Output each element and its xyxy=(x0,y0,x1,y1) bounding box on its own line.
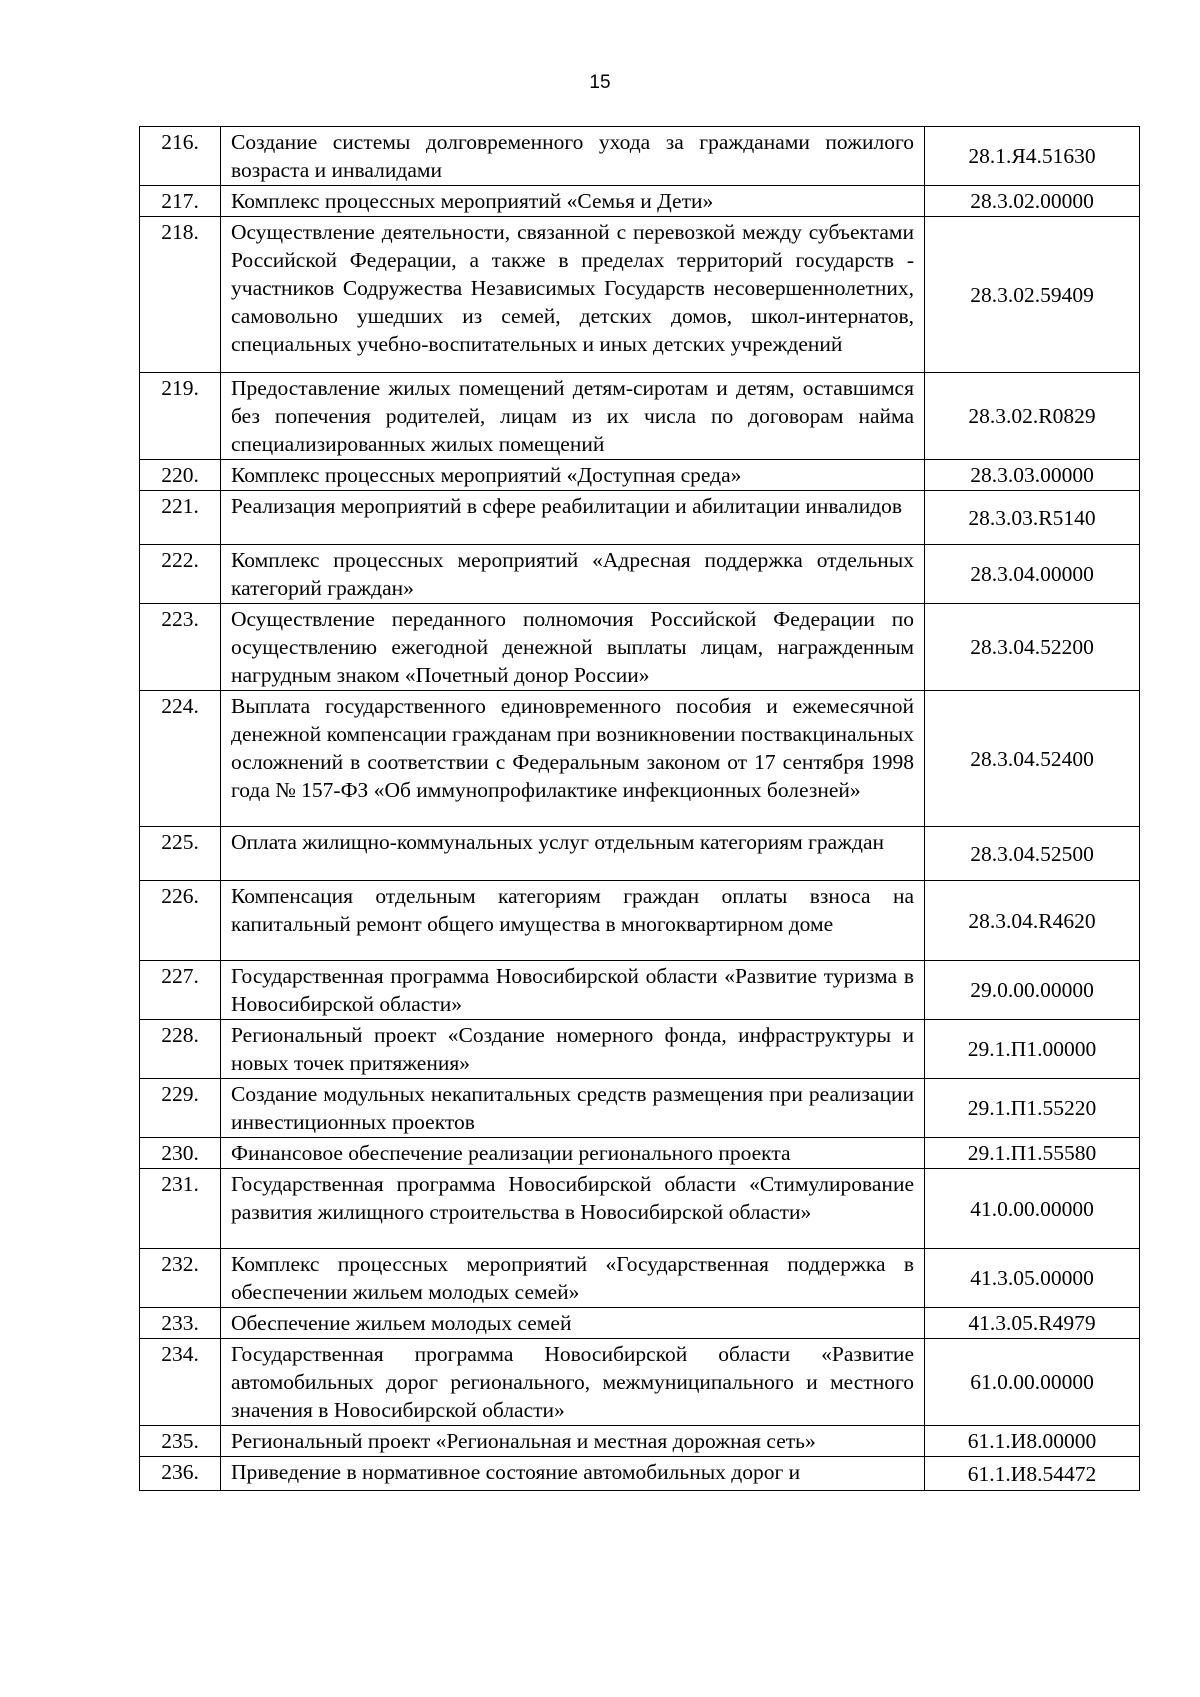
row-name: Выплата государственного единовременного пособия и ежемесячной денежной компенсации гражданам при возникновении поствакцинальных осложнений в соответствии с Федеральным законом от 17 сентября 1998 года № 157-ФЗ «Об иммунопрофилактике инфекционных болезней» xyxy=(221,691,925,827)
row-number: 230. xyxy=(140,1138,221,1169)
page-number: 15 xyxy=(589,72,611,93)
table-row xyxy=(140,1079,1140,1138)
row-code: 29.1.П1.55220 xyxy=(925,1079,1140,1138)
table-row xyxy=(140,1249,1140,1308)
row-name: Создание модульных некапитальных средств размещения при реализации инвестиционных проектов xyxy=(221,1079,925,1138)
row-name: Создание системы долговременного ухода за гражданами пожилого возраста и инвалидами xyxy=(221,127,925,186)
budget-classification-table xyxy=(139,126,1140,1491)
table-row xyxy=(140,127,1140,186)
row-name: Государственная программа Новосибирской области «Стимулирование развития жилищного строительства в Новосибирской области» xyxy=(221,1169,925,1249)
row-code: 28.3.02.00000 xyxy=(925,186,1140,217)
row-code: 61.1.И8.00000 xyxy=(925,1426,1140,1457)
row-number: 227. xyxy=(140,961,221,1020)
row-name: Осуществление переданного полномочия Российской Федерации по осуществлению ежегодной денежной выплаты лицам, награжденным нагрудным знаком «Почетный донор России» xyxy=(221,604,925,691)
row-code: 28.3.04.00000 xyxy=(925,545,1140,604)
table-row xyxy=(140,1457,1140,1491)
table-row xyxy=(140,186,1140,217)
row-name: Комплекс процессных мероприятий «Государственная поддержка в обеспечении жильем молодых семей» xyxy=(221,1249,925,1308)
row-name: Комплекс процессных мероприятий «Адресная поддержка отдельных категорий граждан» xyxy=(221,545,925,604)
row-code: 28.3.04.52200 xyxy=(925,604,1140,691)
row-code: 28.3.04.R4620 xyxy=(925,881,1140,961)
row-code: 28.3.03.R5140 xyxy=(925,491,1140,545)
row-number: 225. xyxy=(140,827,221,881)
row-code: 28.3.04.52500 xyxy=(925,827,1140,881)
row-number: 223. xyxy=(140,604,221,691)
row-name: Реализация мероприятий в сфере реабилитации и абилитации инвалидов xyxy=(221,491,925,545)
row-name: Комплекс процессных мероприятий «Доступная среда» xyxy=(221,460,925,491)
row-number: 231. xyxy=(140,1169,221,1249)
row-number: 233. xyxy=(140,1308,221,1339)
row-number: 220. xyxy=(140,460,221,491)
table-row xyxy=(140,1426,1140,1457)
row-number: 221. xyxy=(140,491,221,545)
row-code: 28.3.02.59409 xyxy=(925,217,1140,373)
row-number: 216. xyxy=(140,127,221,186)
row-number: 235. xyxy=(140,1426,221,1457)
table-row xyxy=(140,1308,1140,1339)
table-row xyxy=(140,604,1140,691)
table-row xyxy=(140,545,1140,604)
row-number: 222. xyxy=(140,545,221,604)
row-name: Государственная программа Новосибирской области «Развитие туризма в Новосибирской области» xyxy=(221,961,925,1020)
table-row xyxy=(140,1138,1140,1169)
row-number: 236. xyxy=(140,1457,221,1491)
row-name: Обеспечение жильем молодых семей xyxy=(221,1308,925,1339)
row-name: Региональный проект «Региональная и местная дорожная сеть» xyxy=(221,1426,925,1457)
row-name: Осуществление деятельности, связанной с перевозкой между субъектами Российской Федерации, а также в пределах территорий государств - участников Содружества Независимых Государств несовершеннолетних, самовольно ушедших из семей, детских домов, школ-интернатов, специальных учебно-воспитательных и иных детских учреждений xyxy=(221,217,925,373)
row-name: Приведение в нормативное состояние автомобильных дорог и xyxy=(221,1457,925,1491)
table-row xyxy=(140,881,1140,961)
table-row xyxy=(140,1020,1140,1079)
row-name: Предоставление жилых помещений детям-сиротам и детям, оставшимся без попечения родителей, лицам из их числа по договорам найма специализированных жилых помещений xyxy=(221,373,925,460)
row-number: 224. xyxy=(140,691,221,827)
row-code: 28.3.02.R0829 xyxy=(925,373,1140,460)
row-code: 61.1.И8.54472 xyxy=(925,1457,1140,1491)
row-number: 217. xyxy=(140,186,221,217)
row-code: 28.1.Я4.51630 xyxy=(925,127,1140,186)
row-code: 41.3.05.00000 xyxy=(925,1249,1140,1308)
row-code: 29.0.00.00000 xyxy=(925,961,1140,1020)
table-row xyxy=(140,217,1140,373)
table-row xyxy=(140,1169,1140,1249)
row-name: Государственная программа Новосибирской области «Развитие автомобильных дорог регионального, межмуниципального и местного значения в Новосибирской области» xyxy=(221,1339,925,1426)
row-name: Комплекс процессных мероприятий «Семья и Дети» xyxy=(221,186,925,217)
row-code: 61.0.00.00000 xyxy=(925,1339,1140,1426)
row-code: 41.3.05.R4979 xyxy=(925,1308,1140,1339)
row-name: Региональный проект «Создание номерного фонда, инфраструктуры и новых точек притяжения» xyxy=(221,1020,925,1079)
row-code: 28.3.04.52400 xyxy=(925,691,1140,827)
table-body xyxy=(140,127,1140,1491)
row-number: 226. xyxy=(140,881,221,961)
row-number: 232. xyxy=(140,1249,221,1308)
table-row xyxy=(140,373,1140,460)
table-row xyxy=(140,827,1140,881)
row-name: Оплата жилищно-коммунальных услуг отдельным категориям граждан xyxy=(221,827,925,881)
row-name: Финансовое обеспечение реализации регионального проекта xyxy=(221,1138,925,1169)
table-row xyxy=(140,1339,1140,1426)
table-row xyxy=(140,460,1140,491)
table-row xyxy=(140,691,1140,827)
table-row xyxy=(140,491,1140,545)
row-number: 219. xyxy=(140,373,221,460)
row-number: 234. xyxy=(140,1339,221,1426)
row-number: 228. xyxy=(140,1020,221,1079)
row-code: 29.1.П1.00000 xyxy=(925,1020,1140,1079)
row-number: 229. xyxy=(140,1079,221,1138)
row-name: Компенсация отдельным категориям граждан оплаты взноса на капитальный ремонт общего имущества в многоквартирном доме xyxy=(221,881,925,961)
table-row xyxy=(140,961,1140,1020)
row-code: 41.0.00.00000 xyxy=(925,1169,1140,1249)
row-number: 218. xyxy=(140,217,221,373)
row-code: 28.3.03.00000 xyxy=(925,460,1140,491)
row-code: 29.1.П1.55580 xyxy=(925,1138,1140,1169)
